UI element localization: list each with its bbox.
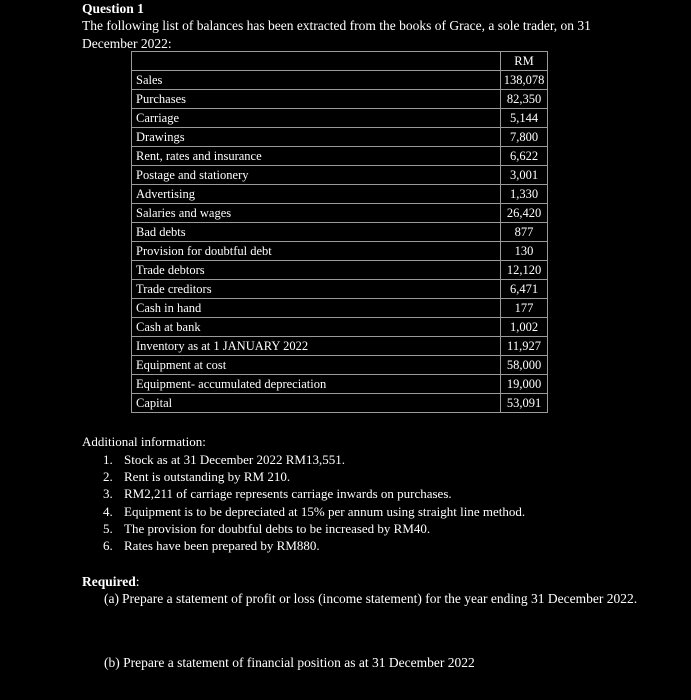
balance-label: Carriage (132, 109, 501, 128)
balance-label: Postage and stationery (132, 166, 501, 185)
balance-amount: 877 (501, 223, 548, 242)
balance-amount: 12,120 (501, 261, 548, 280)
additional-info-list (82, 451, 525, 554)
table-row (132, 147, 548, 166)
question-intro: The following list of balances has been extracted from the books of Grace, a sole trader, on 31 December 2022: (82, 18, 591, 51)
balance-label: Provision for doubtful debt (132, 242, 501, 261)
table-row (132, 356, 548, 375)
balance-amount: 26,420 (501, 204, 548, 223)
table-row (132, 375, 548, 394)
required-part-b (104, 655, 475, 671)
balance-label: Cash in hand (132, 299, 501, 318)
balance-label: Trade creditors (132, 280, 501, 299)
balance-label: Bad debts (132, 223, 501, 242)
list-item (82, 503, 525, 520)
balance-amount: 6,622 (501, 147, 548, 166)
balance-label: Equipment at cost (132, 356, 501, 375)
list-item-number: 1. (103, 452, 113, 467)
list-item-text: The provision for doubtful debts to be increased by RM40. (124, 520, 431, 536)
required-part-a (104, 591, 644, 607)
required-label: Required (82, 574, 136, 589)
table-row (132, 204, 548, 223)
table-row (132, 90, 548, 109)
list-item (82, 468, 525, 485)
header-empty-cell (132, 52, 501, 71)
balance-amount: 138,078 (501, 71, 548, 90)
table-row (132, 71, 548, 90)
part-b-label: (b) (104, 655, 120, 670)
balance-amount: 6,471 (501, 280, 548, 299)
table-row (132, 394, 548, 413)
table-row (132, 242, 548, 261)
list-item (82, 537, 525, 554)
table-row (132, 280, 548, 299)
balance-amount: 19,000 (501, 375, 548, 394)
balance-amount: 177 (501, 299, 548, 318)
balance-amount: 58,000 (501, 356, 548, 375)
part-a-text: Prepare a statement of profit or loss (income statement) for the year ending 31 December 2022. (122, 591, 638, 606)
table-row (132, 166, 548, 185)
required-heading (82, 574, 140, 590)
balance-label: Trade debtors (132, 261, 501, 280)
list-item-text: Rates have been prepared by RM880. (124, 537, 320, 553)
table-row (132, 128, 548, 147)
balance-label: Drawings (132, 128, 501, 147)
list-item-number: 6. (103, 537, 113, 553)
table-header-row (132, 52, 548, 71)
additional-info-heading: Additional information: (82, 434, 206, 449)
table-row (132, 261, 548, 280)
balance-label: Inventory as at 1 JANUARY 2022 (132, 337, 501, 356)
balance-label: Sales (132, 71, 501, 90)
table-row (132, 185, 548, 204)
list-item-text: Stock as at 31 December 2022 RM13,551. (124, 452, 345, 467)
balance-amount: 11,927 (501, 337, 548, 356)
list-item-number: 2. (103, 469, 113, 485)
list-item (82, 485, 525, 502)
currency-header: RM (501, 52, 548, 71)
balance-label: Salaries and wages (132, 204, 501, 223)
balance-label: Equipment- accumulated depreciation (132, 375, 501, 394)
balance-amount: 7,800 (501, 128, 548, 147)
list-item-number: 3. (103, 486, 113, 502)
part-b-text: Prepare a statement of financial position as at 31 December 2022 (123, 655, 475, 670)
list-item (82, 451, 525, 468)
balance-amount: 82,350 (501, 90, 548, 109)
balance-label: Capital (132, 394, 501, 413)
part-a-label: (a) (104, 591, 119, 606)
list-item-text: Rent is outstanding by RM 210. (124, 469, 291, 485)
balance-amount: 1,002 (501, 318, 548, 337)
balance-amount: 53,091 (501, 394, 548, 413)
list-item-text: Equipment is to be depreciated at 15% per annum using straight line method. (124, 503, 526, 519)
balance-label: Purchases (132, 90, 501, 109)
balance-amount: 3,001 (501, 166, 548, 185)
question-title: Question 1 (82, 1, 144, 16)
balance-label: Cash at bank (132, 318, 501, 337)
balance-amount: 130 (501, 242, 548, 261)
table-row (132, 299, 548, 318)
balance-label: Advertising (132, 185, 501, 204)
list-item-number: 5. (103, 520, 113, 536)
balance-label: Rent, rates and insurance (132, 147, 501, 166)
list-item-text: RM2,211 of carriage represents carriage inwards on purchases. (124, 486, 452, 502)
table-row (132, 109, 548, 128)
list-item-number: 4. (103, 503, 113, 519)
table-row (132, 223, 548, 242)
required-colon: : (135, 574, 140, 589)
list-item (82, 520, 525, 537)
balance-amount: 5,144 (501, 109, 548, 128)
balance-amount: 1,330 (501, 185, 548, 204)
table-row (132, 318, 548, 337)
balances-table (131, 51, 548, 413)
table-row (132, 337, 548, 356)
